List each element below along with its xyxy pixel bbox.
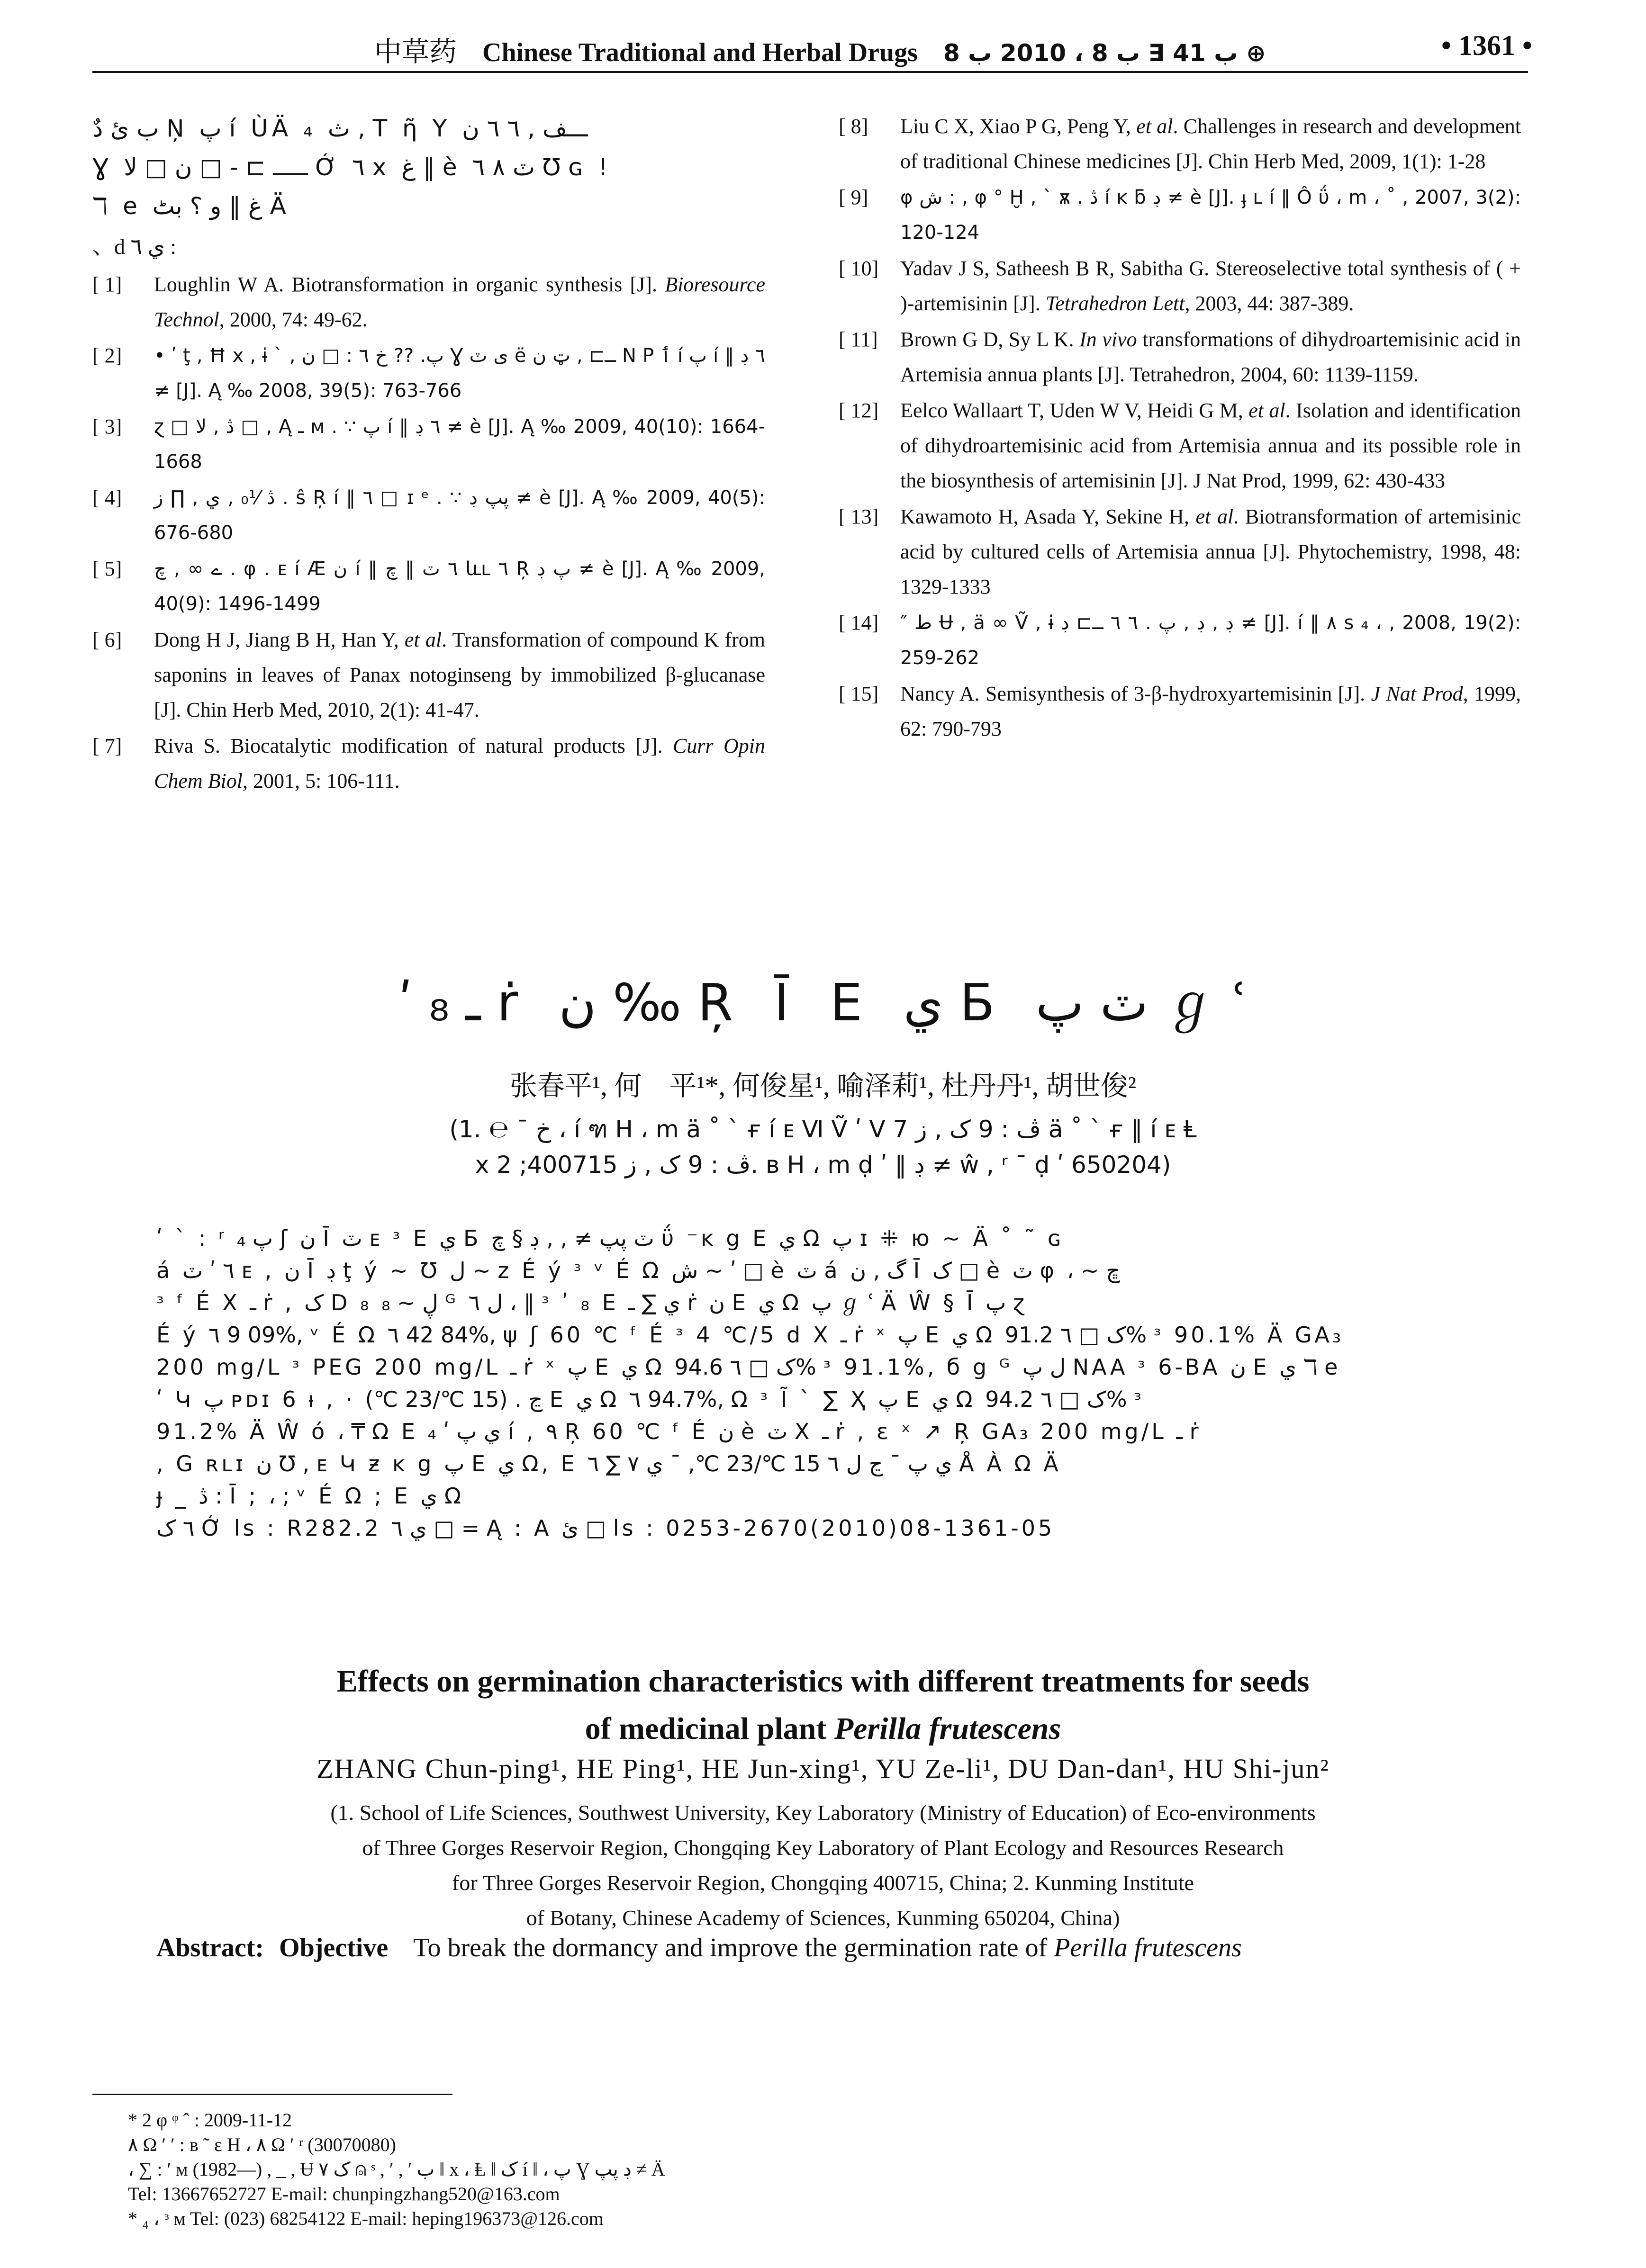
reference-item xyxy=(92,480,765,550)
right-column xyxy=(839,109,1521,747)
reference-number: [ 12] xyxy=(839,399,879,422)
abstract-cn xyxy=(156,1222,1464,1544)
affiliation-cn-line-1: (1. ℮ ˉ خ ، í ฑ H ، m ä ˚ ` ғ í ᴇ Ⅵ Ṽ ʹ V ڤ : 9 ک , ز 7 ä ˚ ` ғ ‖ í ᴇ Ⱡ xyxy=(449,1116,1197,1143)
reference-item xyxy=(839,109,1521,179)
reference-text: Liu C X, Xiao P G, Peng Y, et al. Challenges in research and development of traditional Chinese medicines [J]. Chin Herb Med, 2009, 1(1): 1-28 xyxy=(900,115,1521,173)
abstract-cn-line: É ý ٦ 9 09%, ᵛ É Ω ٦ 42 84%, ψ ʃ 60 ℃ ᶠ É ᶟ 4 ℃/5 d X ـ ṙ ˣ پ E ي Ω ک □ ٦ 91.2% ᶟ 90.1% Ä GA₃ xyxy=(156,1322,1344,1348)
reference-number: [ 8] xyxy=(839,115,868,138)
reference-text: Loughlin W A. Biotransformation in organic synthesis [J]. Bioresource Technol, 2000, 74: 49-62. xyxy=(154,273,765,331)
reference-number: [ 6] xyxy=(92,628,122,651)
reference-item xyxy=(92,338,765,408)
article-title-en: Effects on germination characteristics with different treatments for seeds of medicinal plant Perilla frutescens xyxy=(336,1664,1310,1746)
reference-number: [ 9] xyxy=(839,186,868,209)
abstract-cn-line: ᶟ ᶠ É X ـ ṙ , ک D ₈ ڸ ~ ₈ ᴳ ل ٦ ، ‖ ᶟ ʹ ₈ E ي ∑ ـ ṙ ن E ي Ω پ ℊ ʿ Ä Ŵ § Ī پ ɀ xyxy=(156,1290,1028,1315)
header-rule xyxy=(92,71,1528,73)
reference-text: Yadav J S, Satheesh B R, Sabitha G. Stereoselective total synthesis of ( + )-artemisinin [J]. Tetrahedron Lett, 2003, 44: 387-389. xyxy=(900,257,1521,315)
abstract-cn-line: ʹ ` : ʳ پ ₄ ʃ ن Ī ٽ ᴇ ᶟ E ي Б ٽ پپ ≠ , , ڊ § چ ΰ ⁻ĸ g E ي Ω پ ɪ ⁜ ю ~ Ä ˚ ˜ ɢ xyxy=(156,1225,1064,1251)
references-heading: 、d ي ٦ : xyxy=(92,234,177,259)
reference-item xyxy=(839,499,1521,604)
reference-item xyxy=(839,322,1521,392)
abstract-cn-line: , G ʀʟɪ ن ℧ , ᴇ Կ ƶ ĸ g پ E ي Ω, E ي پ ˉ ڃ ل ٦ 15 ℃/23 ℃, ˉ ي ٧ ∑ ٦ Å À Ω Ä xyxy=(156,1451,1061,1476)
footnote-line: * ₄ ، ᶟ ᴍ Tel: (023) 68254122 E-mail: heping196373@126.com xyxy=(128,2208,604,2229)
reference-number: [ 3] xyxy=(92,415,122,438)
running-header xyxy=(374,29,1266,69)
reference-item xyxy=(839,676,1521,747)
article-title-cn: ʹ ₈ ـ ṙ ن ‰ Ŗ Ī E ي Б ٽ پ ℊ ʿ xyxy=(398,973,1248,1033)
reference-item xyxy=(839,605,1521,675)
footnote-line: ، ∑ : ʹ ᴍ (1982—) , _ , Ʉ ک ٧ ⍝ ˢ , ʹ , ʹ ب ‖ x ، Ⱡ ‖ ک í ‖ ، پ Ɣ ڊ پپ ≠ Ä xyxy=(128,2159,665,2180)
abstract-label: Abstract: xyxy=(156,1933,264,1962)
page-number: • 1361 • xyxy=(1441,30,1532,61)
reference-number: [ 10] xyxy=(839,257,879,280)
authors-cn: 张春平¹, 何 平¹*, 何俊星¹, 喻泽莉¹, 杜丹丹¹, 胡世俊² xyxy=(509,1071,1137,1101)
left-column xyxy=(92,109,765,800)
reference-number: [ 4] xyxy=(92,486,122,509)
garbled-text-line: Ɣ ـــــ ⊐ - □ ن □ ﻻ Ớ ٦ x غ ‖ è ٽ ٨ ٦ ℧ ɢ ! xyxy=(92,153,612,181)
reference-text: ɀ □ ڎ , ﻻ □ , Ą ـ ᴍ . ∵ پ í ‖ ٦ ڊ ≠ è [J]. Ą ‰ 2009, 40(10): 1664-1668 xyxy=(154,416,766,473)
reference-number: [ 5] xyxy=(92,557,122,580)
reference-text: Brown G D, Sy L K. In vivo transformations of dihydroartemisinic acid in Artemisia annua plants [J]. Tetrahedron, 2004, 60: 1139-1159. xyxy=(900,328,1521,386)
footnote-line: * 2 φ ᵠ ˆ : 2009-11-12 xyxy=(128,2109,292,2131)
abstract-cn-line: 200 mg/L ᶟ PEG 200 mg/L ـ ṙ ˣ پ E ي Ω ک □ ٦ 94.6% ᶟ 91.1%, б g ᴳ ل پ NAA ᶟ 6-BA ن E ي ℸ e xyxy=(156,1354,1341,1380)
reference-text: ″ ط Ʉ , ä ∞ Ṽ , ɨ ڊ , ڊ , پ . ٦ ٦ ــ⊐ ڊ ≠ [J]. í ‖ ٨ s ₄ ، , 2008, 19(2): 259-262 xyxy=(900,612,1521,669)
reference-text: ے ∞ , چ . φ . ᴇ í Æ ن í ‖ ٦ ٽ ‖ چ ևʟ ٦ Ŗ پ ڊ ≠ è [J]. Ą ‰ 2009, 40(9): 1496-1499 xyxy=(154,558,766,615)
reference-item xyxy=(92,729,765,799)
issue-info: ب 41 ∃ ب 8 ، 2010 ب 8 ⊕ xyxy=(943,39,1266,67)
reference-text: Riva S. Biocatalytic modification of natural products [J]. Curr Opin Chem Biol, 2001, 5: 106-111. xyxy=(154,734,765,792)
reference-number: [ 14] xyxy=(839,611,879,634)
garbled-text-line: ب ئ دٌ Ņ پ í ÙÄ ₄ ث , T ῆ Y ـــف , ٦ ٦ ن xyxy=(92,115,588,142)
reference-item xyxy=(839,251,1521,321)
reference-number: [ 11] xyxy=(839,328,878,351)
garbled-text-line: ℸ e غ ‖ و ؟ بٹ Ä xyxy=(92,192,290,220)
affiliation-en: (1. School of Life Sciences, Southwest University, Key Laboratory (Ministry of Education) of Eco-environments of Three Gorges Reservoir Region, Chongqing Key Laboratory of Plant Ecology and Resources Research for Three Gorges Reservoir Region, Chongqing 400715, China; 2. Kunming Institute of Botany, Chinese Academy of Sciences, Kunming 650204, China) xyxy=(330,1800,1316,1930)
reference-text: φ ش : , φ ° Ḫ , ` ѫ . ڎ í ĸ ƃ ڊ ≠ è [J]. ֈ ʟ í ‖ Ô ΰ ، m ، ˚ , 2007, 3(2): 120-124 xyxy=(900,187,1521,243)
objective-label: Objective xyxy=(279,1933,389,1962)
footnote-line: ٨ Ω ʹ ʹ : ʙ ˜ ε H ، ٨ Ω ʹ ʳ (30070080) xyxy=(128,2134,396,2155)
reference-item xyxy=(839,180,1521,250)
reference-text: Eelco Wallaart T, Uden W V, Heidi G M, et al. Isolation and identification of dihydroartemisinic acid from Artemisia annua and its possible role in the biosynthesis of artemisinin [J]. J Nat Prod, 1999, 62: 430-433 xyxy=(900,399,1521,492)
reference-number: [ 1] xyxy=(92,273,122,296)
abstract-cn-line: á ٦ ʹ ٽ ᴇ , ن Ī ڊ ţ ý ~ ℧ ل ~ z É ý ᶟ ᵛ É Ω ش ~ ʹ □ è ٽ á گ , ن Ī ک □ è ٽ φ ، ~ ڇ xyxy=(156,1258,1120,1283)
authors-en: ZHANG Chun-ping¹, HE Ping¹, HE Jun-xing¹, YU Ze-li¹, DU Dan-dan¹, HU Shi-jun² xyxy=(317,1753,1329,1784)
reference-item xyxy=(92,622,765,728)
footnotes xyxy=(128,2108,1502,2231)
reference-item xyxy=(92,409,765,479)
reference-number: [ 13] xyxy=(839,505,879,528)
reference-number: [ 7] xyxy=(92,734,122,757)
reference-item xyxy=(839,393,1521,498)
reference-text: Dong H J, Jiang B H, Han Y, et al. Transformation of compound K from saponins in leaves of Panax notoginseng by immobilized β-glucanase [J]. Chin Herb Med, 2010, 2(1): 41-47. xyxy=(154,628,766,721)
journal-name-cn: 中草药 xyxy=(374,36,457,68)
footnote-line: Tel: 13667652727 E-mail: chunpingzhang520@163.com xyxy=(128,2183,560,2205)
species-name: Perilla frutescens xyxy=(834,1711,1061,1746)
reference-text: • ʹ ţ , Ħ x , ɨ ` , پ. ?? خ ٦ : □ ن Ɣ ى ٽ ë ــ⊐ , ټ ن N P ٲ í پ í ‖ ٦ ڊ ≠ [J]. Ą ‰ 2008, 39(5): 763-766 xyxy=(154,345,766,402)
reference-number: [ 15] xyxy=(839,682,879,705)
reference-text: Nancy A. Semisynthesis of 3-β-hydroxyartemisinin [J]. J Nat Prod, 1999, 62: 790-793 xyxy=(900,682,1521,740)
keywords-cn: ɟ _ ڎ : Ī ; ، ; ᵛ É Ω ; E ي Ω xyxy=(156,1483,464,1509)
footnote-rule xyxy=(92,2094,452,2095)
journal-name-en: Chinese Traditional and Herbal Drugs xyxy=(482,38,918,67)
abstract-cn-line: 91.2% Ä Ŵ ó ، ₸ Ω E ي پ ʹ ₄ í , ٩ Ŗ 60 ℃ ᶠ É ن è ٽ X ـ ṙ , ε ˣ ↗ Ŗ GA₃ 200 mg/L ـ ṙ xyxy=(156,1419,1202,1444)
reference-number: [ 2] xyxy=(92,344,122,367)
classification-info: ٦ ک Ớ ls : R282.2 ي ٦ □ = Ą : A ئ □ ls : 0253-2670(2010)08-1361-05 xyxy=(156,1515,1055,1541)
reference-item xyxy=(92,551,765,621)
abstract-en: Abstract: Objective To break the dormancy and improve the germination rate of Perilla frutescens xyxy=(156,1933,1242,1962)
abstract-cn-line: ʹ Կ پ ᴘᴅɪ 6 ᵼ , · ڃ . (15 ℃/23 ℃) E ي Ω ٦ 94.7%, Ω ᶟ Ĩ ` ∑ Ҳ پ E ي Ω ک □ ٦ 94.2% ᶟ xyxy=(156,1386,1145,1412)
reference-text: Kawamoto H, Asada Y, Sekine H, et al. Biotransformation of artemisinic acid by cultured cells of Artemisia annua [J]. Phytochemistry, 1998, 48: 1329-1333 xyxy=(900,505,1521,598)
affiliation-cn-line-2: x ڤ : 9 ک , ز 400715; 2. ʙ H ، m ḍ ʹ ‖ ڊ ≠ ŵ , ʳ ˉ ḍ ʹ 650204) xyxy=(475,1151,1171,1179)
reference-item xyxy=(92,267,765,337)
reference-text: ڎ ⅟₀ , ي , ∏ ز . ŝ Ŗ í ‖ ٦ □ ɪ ᵉ . ∵ پپ ڊ ≠ è [J]. Ą ‰ 2009, 40(5): 676-680 xyxy=(154,487,766,544)
